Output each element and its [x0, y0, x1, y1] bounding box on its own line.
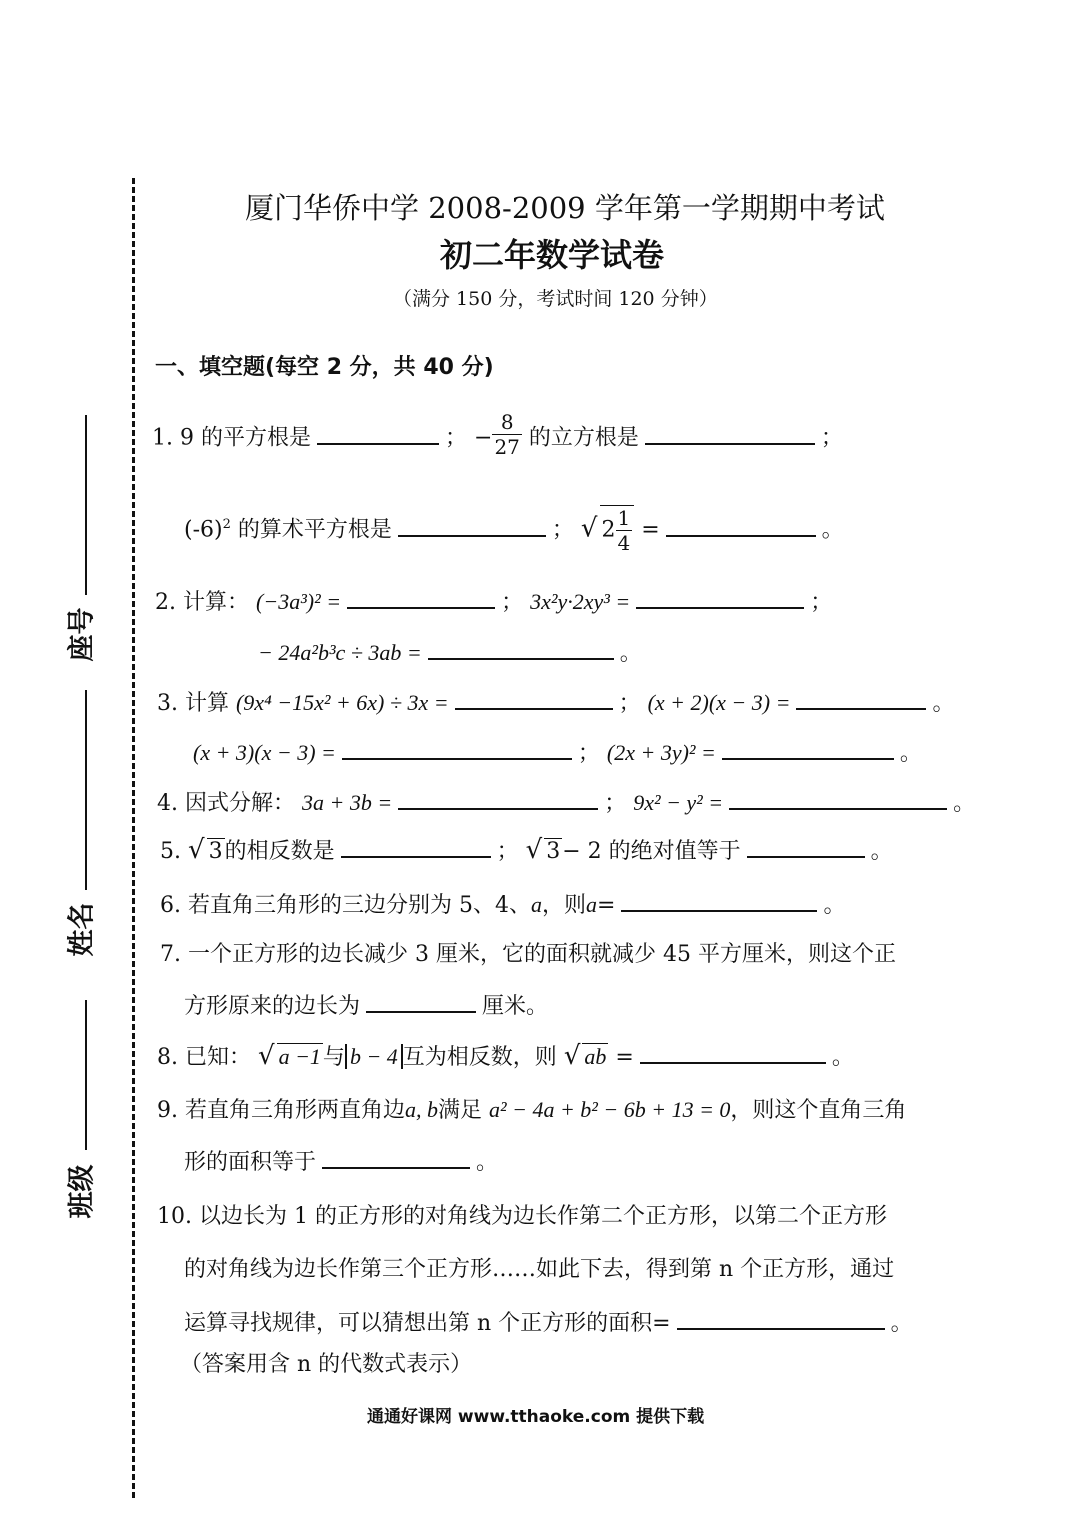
q2-expr-a: (−3a³)² = — [256, 589, 342, 614]
q3-expr-d: (2x + 3y)² = — [606, 740, 716, 765]
sqrt-mixed-number — [600, 505, 635, 555]
exam-note: （满分 150 分，考试时间 120 分钟） — [393, 288, 718, 310]
q4-blank-1[interactable] — [398, 790, 598, 810]
q5-b-text: 的绝对值等于 — [608, 839, 741, 864]
question-10-note: （答案用含 n 的代数式表示） — [180, 1352, 473, 1377]
q3-label: 3. 计算 — [157, 691, 229, 716]
sqrt-a-minus-1: a −1 — [278, 1044, 321, 1069]
equals-sign: = — [597, 893, 616, 918]
question-3-line-2 — [193, 736, 922, 767]
q5-blank-1[interactable] — [341, 838, 491, 858]
class-label: 班级 — [66, 1164, 98, 1219]
q1-number: 1. — [152, 425, 173, 451]
q2-label: 计算： — [183, 590, 250, 615]
radical-sign: √ — [525, 835, 543, 865]
radical-sign: √ — [563, 1041, 581, 1071]
fraction-1-4 — [616, 506, 633, 555]
question-4 — [157, 786, 975, 817]
semicolon: ； — [445, 425, 468, 451]
q2-expr-c: − 24a²b³c ÷ 3ab = — [258, 640, 422, 665]
q6-var-a: a — [530, 892, 542, 917]
q1-a-text: 9 的平方根是 — [180, 425, 311, 451]
question-1-line-2 — [184, 505, 844, 555]
equals-sign: = — [641, 517, 660, 543]
q3-blank-3[interactable] — [342, 740, 572, 760]
question-7-line-1: 7. 一个正方形的边长减少 3 厘米，它的面积就减少 45 平方厘米，则这个正 — [160, 942, 896, 967]
q1-blank-2[interactable] — [645, 425, 815, 445]
name-line — [85, 690, 87, 890]
q1-blank-4[interactable] — [666, 517, 816, 537]
semicolon: ； — [551, 517, 574, 543]
question-10-line-1: 10. 以边长为 1 的正方形的对角线为边长作第二个正方形，以第二个正方形 — [157, 1204, 887, 1229]
question-9-line-1 — [157, 1093, 906, 1124]
q2-blank-3[interactable] — [428, 640, 614, 660]
question-3-line-1 — [157, 686, 954, 717]
q7-text-b: 厘米。 — [482, 994, 549, 1019]
exam-subtitle: 初二年数学试卷 — [440, 236, 665, 274]
q9-text-d: 形的面积等于 — [184, 1150, 317, 1175]
q10-text: 运算寻找规律，可以猜想出第 n 个正方形的面积= — [184, 1311, 671, 1336]
section-title: 一、填空题(每空 2 分，共 40 分) — [155, 355, 494, 380]
sqrt-3: 3 — [546, 839, 561, 864]
radical-sign: √ — [188, 835, 205, 865]
question-5 — [160, 834, 893, 865]
period: 。 — [890, 1311, 913, 1336]
q1-minus: − — [474, 425, 493, 451]
q7-text-a: 方形原来的边长为 — [184, 994, 361, 1019]
q4-label: 4. 因式分解： — [157, 791, 295, 816]
period: 。 — [476, 1150, 499, 1175]
radical-sign: √ — [257, 1041, 275, 1071]
sqrt-ab: ab — [584, 1044, 607, 1069]
period: 。 — [899, 741, 922, 766]
q6-text: 6. 若直角三角形的三边分别为 5、4、 — [160, 893, 531, 918]
fraction-8-27 — [492, 410, 521, 459]
question-10-line-3 — [184, 1306, 913, 1337]
period: 。 — [831, 1045, 854, 1070]
q2-expr-b: 3x²y·2xy³ = — [530, 589, 631, 614]
period: 。 — [870, 839, 893, 864]
q4-blank-2[interactable] — [729, 790, 947, 810]
q1-blank-1[interactable] — [317, 425, 439, 445]
q6-var-a-2: a — [586, 892, 597, 917]
sqrt-3: 3 — [208, 839, 223, 864]
question-7-line-2 — [184, 989, 548, 1020]
q8-label: 8. 已知： — [157, 1045, 251, 1070]
q6-mid: ，则 — [541, 893, 586, 918]
q1-c-exponent: 2 — [222, 517, 231, 533]
fraction-numerator: 8 — [492, 410, 521, 435]
q8-text: 互为相反数，则 — [402, 1045, 557, 1070]
semicolon: ； — [577, 741, 600, 766]
seat-label: 座号 — [66, 607, 98, 662]
q9-vars: a, b — [404, 1097, 438, 1122]
footer-credit: 通通好课网 www.tthaoke.com 提供下载 — [367, 1407, 705, 1427]
q1-b-text: 的立方根是 — [528, 425, 639, 451]
q2-blank-2[interactable] — [636, 589, 804, 609]
q3-expr-b: (x + 2)(x − 3) = — [647, 690, 791, 715]
period: 。 — [932, 691, 955, 716]
binding-dashed-line — [132, 178, 135, 1498]
question-6 — [160, 888, 845, 919]
q6-blank[interactable] — [621, 892, 817, 912]
fraction-numerator: 1 — [617, 506, 631, 530]
question-2-line-2 — [258, 636, 642, 667]
question-2-line-1 — [155, 585, 832, 616]
q9-equation: a² − 4a + b² − 6b + 13 = 0 — [489, 1097, 731, 1122]
q1-blank-3[interactable] — [398, 517, 546, 537]
period: 。 — [823, 893, 846, 918]
q3-expr-c: (x + 3)(x − 3) = — [193, 740, 336, 765]
q3-blank-1[interactable] — [455, 690, 613, 710]
q4-expr-a: 3a + 3b = — [301, 790, 393, 815]
abs-b-minus-4: b − 4 — [345, 1044, 403, 1069]
q5-minus-two: − 2 — [562, 839, 602, 864]
q8-with: 与 — [322, 1045, 345, 1070]
semicolon: ； — [820, 425, 843, 451]
q9-text-c: ，则这个直角三角 — [730, 1098, 907, 1123]
q3-blank-2[interactable] — [796, 690, 926, 710]
period: 。 — [821, 517, 844, 543]
period: 。 — [953, 791, 976, 816]
question-9-line-2 — [184, 1145, 498, 1176]
radical-sign: √ — [580, 513, 598, 544]
q1-c-expr: (-6) — [184, 517, 223, 543]
q5-number: 5. — [160, 839, 181, 864]
q1-c-text: 的算术平方根是 — [237, 517, 392, 543]
q3-expr-a: (9x⁴ −15x² + 6x) ÷ 3x = — [235, 690, 449, 715]
q10-blank[interactable] — [677, 1310, 885, 1330]
q8-blank[interactable] — [640, 1044, 826, 1064]
q5-blank-2[interactable] — [747, 838, 865, 858]
q2-blank-1[interactable] — [347, 589, 495, 609]
semicolon: ； — [810, 590, 833, 615]
fraction-denominator: 4 — [617, 531, 631, 555]
semicolon: ； — [604, 791, 627, 816]
q2-number: 2. — [155, 590, 176, 615]
semicolon: ； — [501, 590, 524, 615]
q9-text-a: 9. 若直角三角形两直角边 — [157, 1098, 405, 1123]
q5-a-text: 的相反数是 — [224, 839, 335, 864]
semicolon: ； — [618, 691, 641, 716]
seat-line — [85, 415, 87, 595]
exam-title: 厦门华侨中学 2008-2009 学年第一学期期中考试 — [245, 191, 885, 225]
question-1-line-1 — [152, 410, 843, 459]
q7-blank[interactable] — [366, 993, 476, 1013]
q3-blank-4[interactable] — [722, 740, 894, 760]
q9-text-b: 满足 — [437, 1098, 482, 1123]
q9-blank[interactable] — [322, 1149, 470, 1169]
question-10-line-2: 的对角线为边长作第三个正方形……如此下去，得到第 n 个正方形，通过 — [184, 1257, 895, 1282]
mixed-whole: 2 — [601, 517, 616, 543]
semicolon: ； — [496, 839, 519, 864]
q4-expr-b: 9x² − y² = — [633, 790, 724, 815]
period: 。 — [619, 641, 642, 666]
equals-sign: = — [615, 1045, 634, 1070]
fraction-denominator: 27 — [494, 435, 520, 459]
question-8 — [157, 1040, 854, 1071]
name-label: 姓名 — [66, 902, 98, 957]
class-line — [85, 1000, 87, 1150]
